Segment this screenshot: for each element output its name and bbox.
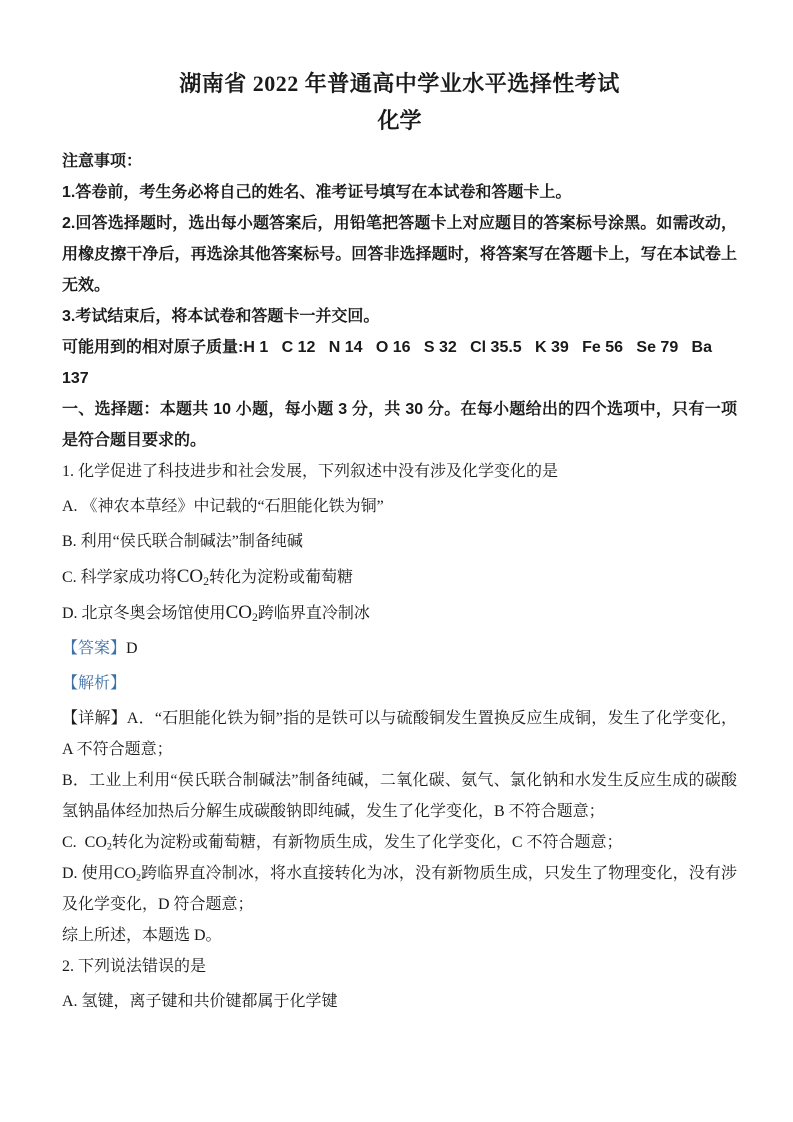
co2-formula (177, 566, 209, 587)
answer-label: 【答案】 (62, 640, 127, 657)
detail-c-text-post: 转化为淀粉或葡萄糖，有新物质生成，发生了化学变化，C 不符合题意； (111, 834, 623, 851)
co2-base: CO (225, 602, 252, 623)
detail-item-a (62, 703, 737, 765)
analysis-label: 【解析】 (62, 675, 127, 692)
co2-subscript: 2 (251, 610, 258, 624)
option-c-text-post: 转化为淀粉或葡萄糖 (208, 569, 353, 586)
co2-formula (114, 865, 141, 882)
co2-subscript: 2 (106, 841, 112, 853)
co2-formula (85, 834, 112, 851)
section-heading: 一、选择题：本题共 10 小题，每小题 3 分，共 30 分。在每小题给出的四个选项中，只有一项是符合题目要求的。 (62, 401, 737, 449)
co2-base: CO (113, 865, 137, 882)
co2-subscript: 2 (203, 574, 209, 588)
option-d-text-post: 跨临界直冷制冰 (257, 605, 370, 622)
question-2-option-a: A. 氢键，离子键和共价键都属于化学键 (62, 993, 338, 1010)
detail-label: 【详解】 (62, 710, 127, 727)
co2-base: CO (84, 834, 107, 851)
co2-base: CO (176, 566, 204, 587)
answer-value: D (126, 640, 138, 657)
exam-title: 湖南省 2022 年普通高中学业水平选择性考试 (179, 71, 620, 96)
detail-item-b: B．工业上利用“侯氏联合制碱法”制备纯碱，二氧化碳、氨气、氯化钠和水发生反应生成的碳酸氢钠晶体经加热后分解生成碳酸钠即纯碱，发生了化学变化，B 不符合题意； (62, 772, 737, 820)
question-1-option-b: B. 利用“侯氏联合制碱法”制备纯碱 (62, 533, 303, 550)
detail-d-text-post: 跨临界直冷制冰，将水直接转化为冰，没有新物质生成，只发生了物理变化，没有涉及化学变化，D 符合题意； (62, 865, 737, 913)
co2-subscript: 2 (136, 872, 142, 884)
question-1-stem: 1. 化学促进了科技进步和社会发展，下列叙述中没有涉及化学变化的是 (62, 463, 559, 480)
notice-heading: 注意事项： (62, 153, 143, 170)
detail-item-c (62, 827, 737, 858)
exam-subject: 化学 (377, 108, 422, 133)
option-d-text-pre: D. 北京冬奥会场馆使用 (62, 605, 226, 622)
detail-item-d (62, 858, 737, 920)
detail-conclusion: 综上所述，本题选 D。 (62, 927, 222, 944)
notice-item-3: 3.考试结束后，将本试卷和答题卡一并交回。 (62, 308, 380, 325)
co2-formula (226, 602, 258, 623)
atomic-masses-line-1: 可能用到的相对原子质量:H 1 C 12 N 14 O 16 S 32 Cl 35.5 K 39 Fe 56 Se 79 Ba (62, 339, 713, 356)
question-2-stem: 2. 下列说法错误的是 (62, 958, 207, 975)
atomic-masses-line-2: 137 (62, 370, 89, 387)
notice-item-1: 1.答卷前，考生务必将自己的姓名、准考证号填写在本试卷和答题卡上。 (62, 184, 572, 201)
question-1-option-d (62, 597, 737, 629)
detail-d-text-pre: D. 使用 (62, 865, 114, 882)
question-1-option-a: A. 《神农本草经》中记载的“石胆能化铁为铜” (62, 498, 384, 515)
option-c-text-pre: C. 科学家成功将 (62, 569, 177, 586)
detail-c-text-pre: C. (62, 834, 85, 851)
notice-item-2: 2.回答选择题时，选出每小题答案后，用铅笔把答题卡上对应题目的答案标号涂黑。如需改动，用橡皮擦干净后，再选涂其他答案标号。回答非选择题时，将答案写在答题卡上，写在本试卷上无效。 (62, 215, 737, 294)
answer-line (62, 633, 737, 664)
analysis-line (62, 668, 737, 699)
question-1-option-c (62, 561, 737, 593)
detail-a-text: A．“石胆能化铁为铜”指的是铁可以与硫酸铜发生置换反应生成铜，发生了化学变化，A 不符合题意； (62, 710, 737, 758)
